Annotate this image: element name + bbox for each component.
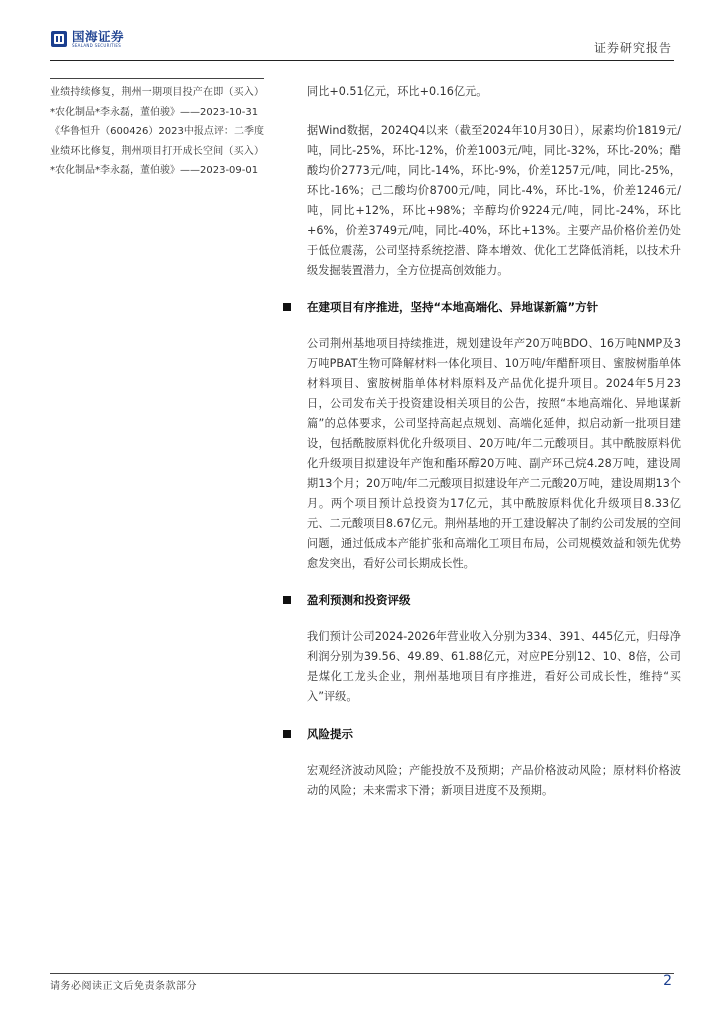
related-report-item: 《华鲁恒升（600426）2023中报点评：二季度业绩环比修复，荆州项目打开成长空间（买入）*农化制品*李永磊，董伯骏》——2023-09-01	[50, 126, 264, 176]
section-title: 盈利预测和投资评级	[307, 593, 411, 607]
main-content	[307, 82, 681, 801]
logo-cn-text: 国海证券	[72, 29, 125, 44]
related-reports	[50, 78, 264, 181]
section-heading	[283, 724, 657, 744]
section-heading	[283, 297, 657, 317]
page-number: 2	[663, 973, 672, 989]
section-projects	[307, 297, 681, 574]
related-report-item: 业绩持续修复，荆州一期项目投产在即（买入）*农化制品*李永磊，董伯骏》——2023-10-31	[50, 87, 264, 118]
square-bullet-icon	[283, 730, 291, 738]
body-paragraph: 我们预计公司2024-2026年营业收入分别为334、391、445亿元，归母净利润分别为39.56、49.89、61.88亿元，对应PE分别12、10、8倍，公司是煤化工龙头企业，荆州基地项目有序推进，看好公司成长性，维持“买入”评级。	[307, 630, 681, 703]
body-paragraph: 公司荆州基地项目持续推进，规划建设年产20万吨BDO、16万吨NMP及3万吨PBAT生物可降解材料一体化项目、10万吨/年醋酐项目、蜜胺树脂单体材料项目、蜜胺树脂单体材料原料及产品优化提升项目。2024年5月23日，公司发布关于投资建设相关项目的公告，按照“本地高端化、异地谋新篇”的总体要求，公司坚持高起点规划、高端化延伸，拟启动新一批项目建设，包括酰胺原料优化升级项目、20万吨/年二元酸项目。其中酰胺原料优化升级项目拟建设年产饱和酯环醇20万吨、副产环己烷4.28万吨，建设周期13个月；20万吨/年二元酸项目拟建设年产二元酸20万吨，建设周期13个月。两个项目预计总投资为17亿元，其中酰胺原料优化升级项目8.33亿元、二元酸项目8.67亿元。荆州基地的开工建设解决了制约公司发展的空间问题，通过低成本产能扩张和高端化工项目布局，公司规模效益和领先优势愈发突出，看好公司长期成长性。	[307, 337, 681, 570]
footer-divider	[50, 973, 674, 974]
section-forecast	[307, 590, 681, 707]
page-header	[0, 0, 724, 62]
logo-en-text: SEALAND SECURITIES	[72, 43, 122, 48]
header-divider	[50, 60, 674, 61]
body-paragraph: 据Wind数据，2024Q4以来（截至2024年10月30日），尿素均价1819元/吨，同比-25%，环比-12%，价差1003元/吨，同比-32%，环比-20%；醋酸均价2773元/吨，同比-14%，环比-9%，价差1257元/吨，同比-25%，环比-16%；己二酸均价8700元/吨，同比-4%，环比-1%，价差1246元/吨，同比+12%，环比+98%；辛醇均价9224元/吨，同比-24%，环比+6%，价差3749元/吨，同比-40%，环比+13%。主要产品价格价差仍处于低位震荡，公司坚持系统挖潜、降本增效、优化工艺降低消耗，以技术升级发掘装置潜力，全方位提高创效能力。	[307, 124, 681, 277]
square-bullet-icon	[283, 303, 291, 311]
section-title: 风险提示	[307, 727, 353, 741]
company-logo	[51, 30, 124, 48]
section-heading	[283, 590, 657, 610]
body-paragraph: 宏观经济波动风险；产能投放不及预期；产品价格波动风险；原材料价格波动的风险；未来需求下滑；新项目进度不及预期。	[307, 764, 681, 797]
report-type-label: 证券研究报告	[593, 41, 672, 55]
logo-icon	[51, 31, 67, 47]
section-title: 在建项目有序推进，坚持“本地高端化、异地谋新篇”方针	[307, 300, 599, 314]
body-paragraph: 同比+0.51亿元，环比+0.16亿元。	[307, 85, 488, 98]
footer-disclaimer: 请务必阅读正文后免责条款部分	[50, 981, 197, 992]
section-risks	[307, 724, 681, 801]
square-bullet-icon	[283, 596, 291, 604]
